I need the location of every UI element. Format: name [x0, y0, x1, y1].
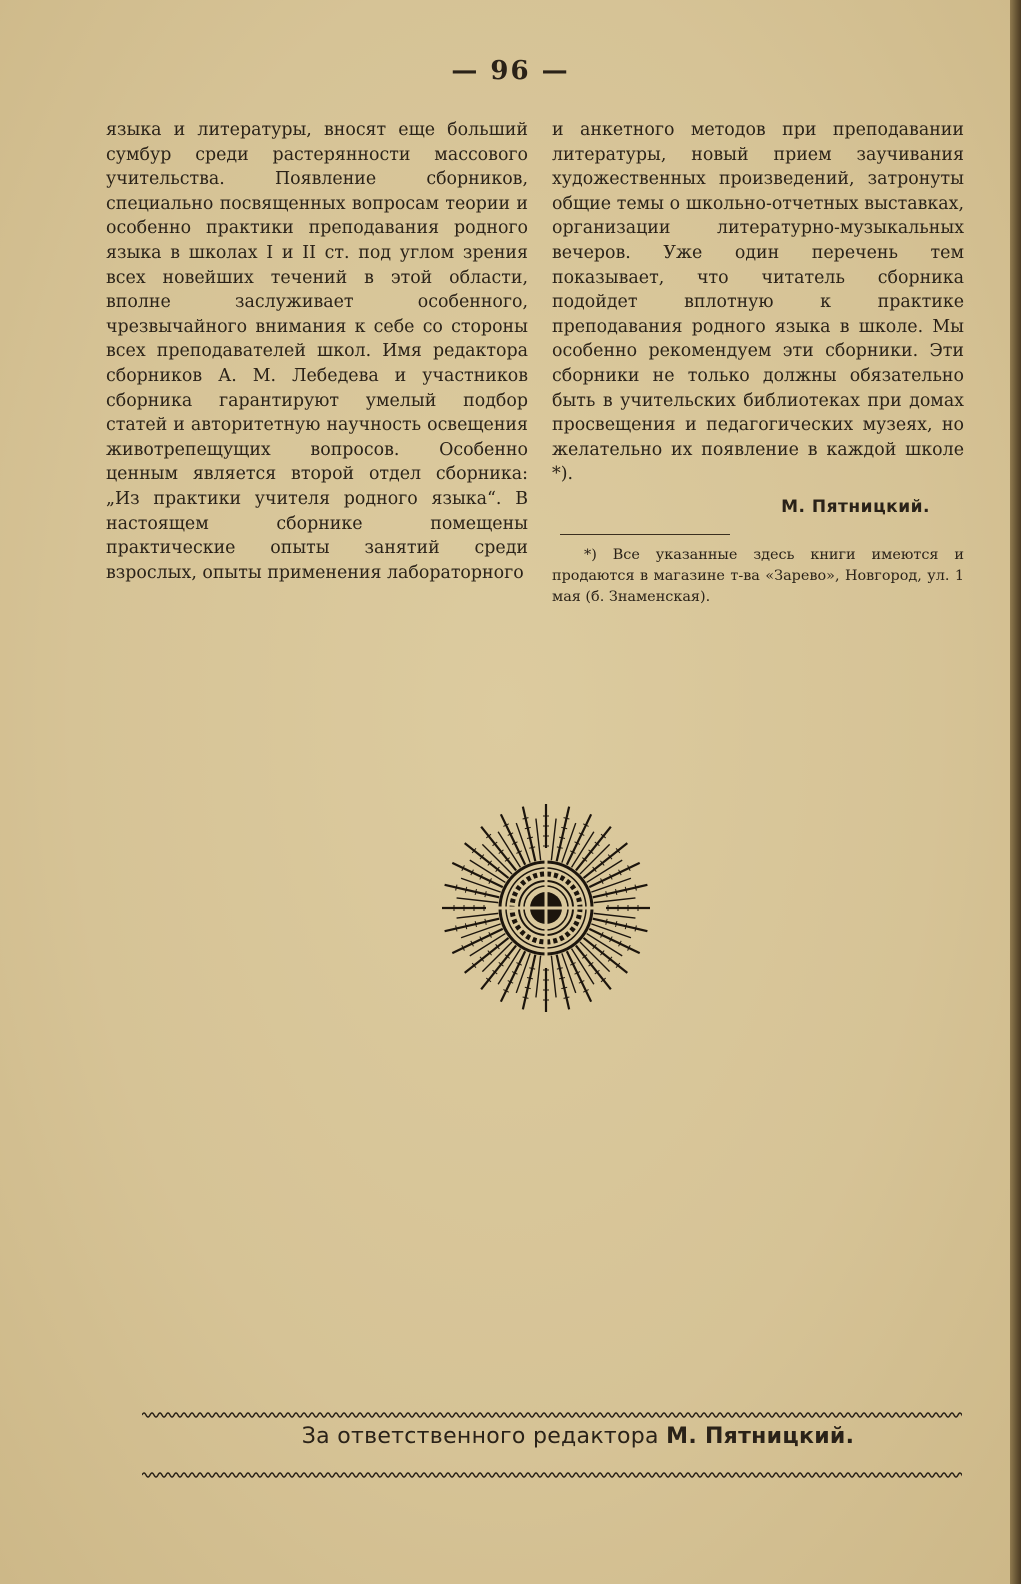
footnote: *) Все указанные здесь книги имеются и продаются в магазине т-ва «Зарево», Новгород, ул. 1 мая (б. Знаменская).	[552, 546, 964, 605]
footnote-rule	[560, 534, 730, 535]
footer-wavy-rule-bottom	[142, 1470, 962, 1480]
editor-credit	[0, 1424, 1021, 1449]
left-column	[106, 118, 528, 585]
radiant-sun-ornament-icon	[438, 800, 654, 1016]
book-spine-edge	[1010, 0, 1021, 1584]
page-number: — 96 —	[451, 56, 570, 86]
editor-label: За ответственного редактора	[301, 1424, 659, 1449]
right-column-text: и анкетного методов при преподавании литературы, новый прием заучивания художественных произведений, затронуты общие темы о школьно-отчетных выставках, организации литературно-музыкальных вечеров. Уже один перечень тем показывает, что читатель сборника подойдет вплотную к практике преподавания родного языка в школе. Мы особенно рекомендуем эти сборники. Эти сборники не только должны обязательно быть в учительских библиотеках при домах просвещения и педагогических музеях, но желательно их появление в каждой школе *).	[552, 120, 964, 485]
right-column	[552, 118, 964, 608]
footer-wavy-rule-top	[142, 1410, 962, 1420]
left-column-text: языка и литературы, вносят еще больший сумбур среди растерянности массового учительства. Появление сборников, специально посвященных вопросам теории и особенно практики преподавания родного языка в школах I и II ст. под углом зрения всех новейших течений в этой области, вполне заслуживает особенного, чрезвычайного внимания к себе со стороны всех преподавателей школ. Имя редактора сборников А. М. Лебедева и участников сборника гарантируют умелый подбор статей и авторитетную научность освещения животрепещущих вопросов. Особенно ценным является второй отдел сборника: „Из практики учителя родного языка“. В настоящем сборнике помещены практические опыты занятий среди взрослых, опыты применения лабораторного	[106, 120, 528, 583]
editor-name: М. Пятницкий.	[666, 1424, 855, 1449]
article-signature: М. Пятницкий.	[781, 496, 930, 517]
